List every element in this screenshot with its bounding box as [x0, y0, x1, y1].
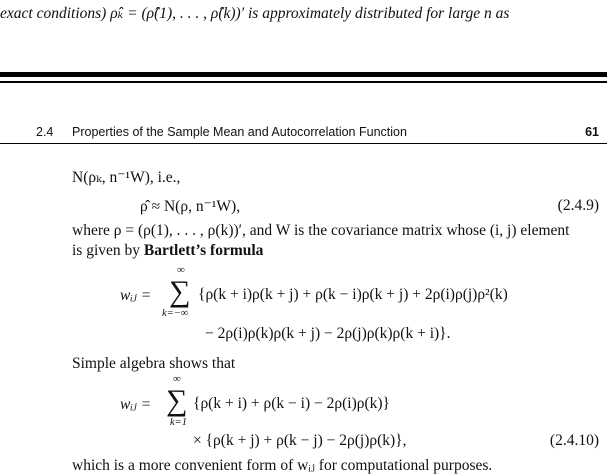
header-rule	[0, 143, 607, 144]
closing-sentence: which is a more convenient form of wᵢⱼ for computational purposes.	[72, 457, 493, 474]
distribution-line: N(ρₖ, n⁻¹W), i.e.,	[72, 169, 181, 186]
sum1-upper-limit: ∞	[177, 264, 185, 276]
wij-expression-line2: − 2ρ(i)ρ(k)ρ(k + j) − 2ρ(j)ρ(k)ρ(k + i)}.	[205, 325, 451, 342]
sum1-sigma: ∑	[169, 275, 191, 308]
top-text-line: exact conditions) ρ̂ₖ = (ρ̂(1), . . . , ρ̂(k))′ is approximately distributed for large n as	[0, 5, 510, 22]
equation-number-2-4-9: (2.4.9)	[557, 197, 599, 214]
sum2-lower-limit: k=1	[170, 417, 187, 428]
simple-algebra-text: Simple algebra shows that	[72, 355, 236, 372]
sum2-sigma: ∑	[166, 384, 188, 417]
wij-expression-line1: {ρ(k + i)ρ(k + j) + ρ(k − i)ρ(k + j) + 2ρ(i)ρ(j)ρ²(k)	[198, 286, 508, 303]
wij-lhs: wᵢⱼ =	[120, 287, 152, 304]
sum1-lower-limit: k=−∞	[162, 308, 189, 319]
sum2-upper-limit: ∞	[173, 373, 181, 385]
page-separator-thick	[0, 72, 607, 77]
equation-2-4-9: ρ̂ ≈ N(ρ, n⁻¹W),	[140, 198, 241, 215]
page-number: 61	[585, 125, 599, 139]
section-title: Properties of the Sample Mean and Autocorrelation Function	[72, 125, 407, 139]
wij2-expression-line2: × {ρ(k + j) + ρ(k − j) − 2ρ(j)ρ(k)},	[193, 432, 407, 449]
wij2-expression-line1: {ρ(k + i) + ρ(k − i) − 2ρ(i)ρ(k)}	[193, 395, 390, 412]
where-line: where ρ = (ρ(1), . . . , ρ(k))′, and W is the covariance matrix whose (i, j) element	[72, 222, 570, 239]
equation-number-2-4-10: (2.4.10)	[549, 432, 599, 449]
bartlett-prefix: is given by	[72, 242, 144, 259]
bartlett-line	[72, 242, 263, 260]
wij2-lhs: wᵢⱼ =	[120, 396, 152, 413]
page-separator-thin	[0, 81, 607, 83]
bartlett-formula-label: Bartlett’s formula	[143, 242, 264, 259]
section-number: 2.4	[36, 125, 54, 139]
